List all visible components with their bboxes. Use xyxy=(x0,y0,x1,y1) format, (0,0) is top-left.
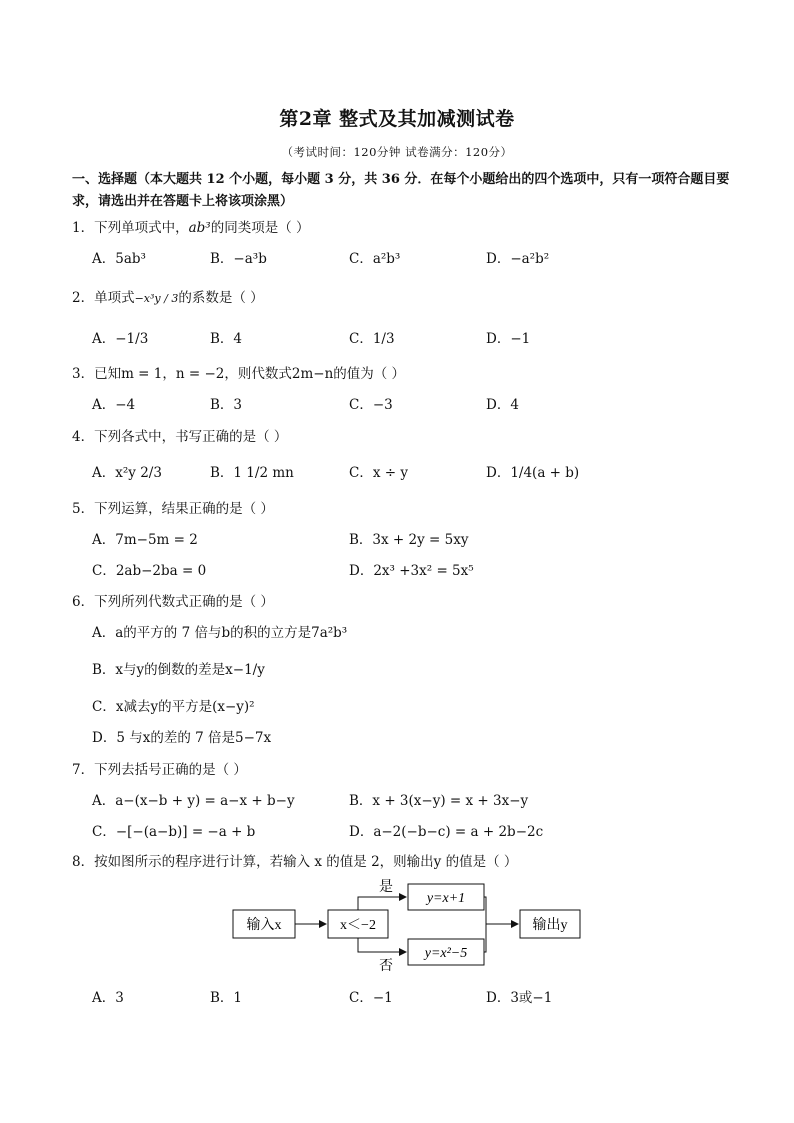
option-6a[interactable]: A．a的平方的 7 倍与b的积的立方是7a²b³ xyxy=(92,625,348,641)
option-4c[interactable]: C．x ÷ y xyxy=(349,465,408,481)
option-5c[interactable]: C．2ab−2ba = 0 xyxy=(92,563,207,579)
option-3c[interactable]: C．−3 xyxy=(349,397,393,413)
option-7d[interactable]: D．a−2(−b−c) = a + 2b−2c xyxy=(349,824,544,840)
question-stem-end: 的系数是（ ） xyxy=(178,290,264,306)
option-7a[interactable]: A．a−(x−b + y) = a−x + b−y xyxy=(92,793,295,809)
option-2c[interactable]: C．1/3 xyxy=(349,331,395,347)
question-number: 2． xyxy=(72,290,95,306)
question-stem: 下列各式中，书写正确的是（ ） xyxy=(94,429,288,445)
question-8 xyxy=(72,850,517,870)
option-8a[interactable]: A．3 xyxy=(92,990,124,1006)
flow-input-label: 输入x xyxy=(246,918,282,933)
section-bold: 四个选项中 xyxy=(534,172,600,187)
question-stem: 下列运算，结果正确的是（ ） xyxy=(94,501,274,517)
flow-yes-arrow xyxy=(358,897,406,910)
question-5 xyxy=(72,497,274,517)
question-number: 4． xyxy=(72,429,95,445)
question-1 xyxy=(72,216,310,236)
question-2 xyxy=(72,286,264,306)
flow-no-arrow xyxy=(358,938,406,952)
exam-subtitle: （考试时间：120分钟 试卷满分：120分） xyxy=(281,145,513,159)
question-number: 3． xyxy=(72,366,95,382)
section-instructions xyxy=(72,169,732,213)
flow-output-label: 输出y xyxy=(532,918,568,933)
option-3d[interactable]: D．4 xyxy=(486,397,519,413)
option-7b[interactable]: B．x + 3(x−y) = x + 3x−y xyxy=(349,793,529,809)
question-number: 1． xyxy=(72,220,95,236)
option-8d[interactable]: D．3或−1 xyxy=(486,990,553,1006)
flow-no-label: 否 xyxy=(379,959,393,974)
option-4b[interactable]: B．1 1/2 mn xyxy=(210,465,294,481)
option-6c[interactable]: C．x减去y的平方是(x−y)² xyxy=(92,699,255,715)
option-5b[interactable]: B．3x + 2y = 5xy xyxy=(349,532,469,548)
question-stem: 下列去括号正确的是（ ） xyxy=(94,762,247,778)
question-3 xyxy=(72,362,405,382)
option-2a[interactable]: A．−1/3 xyxy=(92,331,149,347)
question-expr: −x³y / 3 xyxy=(134,292,179,305)
question-number: 8． xyxy=(72,854,95,870)
option-4d[interactable]: D．1/4(a + b) xyxy=(486,465,580,481)
flow-condition-label: x＜−2 xyxy=(340,918,376,933)
question-7 xyxy=(72,758,247,778)
question-number: 7． xyxy=(72,762,95,778)
flow-no-formula: y=x²−5 xyxy=(424,946,468,961)
option-3a[interactable]: A．−4 xyxy=(92,397,136,413)
option-1b[interactable]: B．−a³b xyxy=(210,251,267,267)
question-stem: 单项式 xyxy=(94,290,135,306)
page-title: 第2章 整式及其加减测试卷 xyxy=(279,108,515,130)
option-2d[interactable]: D．−1 xyxy=(486,331,531,347)
question-number: 6． xyxy=(72,594,95,610)
option-7c[interactable]: C．−[−(a−b)] = −a + b xyxy=(92,824,256,840)
question-stem: 已知m = 1，n = −2，则代数式2m−n的值为（ ） xyxy=(94,366,406,382)
section-text2: ，只有一项符合题目要求，请选出并在答题卡上将该项涂黑） xyxy=(72,172,730,209)
option-5a[interactable]: A．7m−5m = 2 xyxy=(92,532,198,548)
option-8b[interactable]: B．1 xyxy=(210,990,243,1006)
option-1a[interactable]: A．5ab³ xyxy=(92,251,146,267)
flow-yes-formula: y=x+1 xyxy=(426,891,466,906)
question-4 xyxy=(72,425,287,445)
option-3b[interactable]: B．3 xyxy=(210,397,243,413)
question-stem-end: 的同类项是（ ） xyxy=(210,220,310,236)
question-stem: 下列单项式中， xyxy=(94,220,189,236)
question-expr: ab³ xyxy=(188,220,211,236)
option-2b[interactable]: B．4 xyxy=(210,331,243,347)
flow-yes-label: 是 xyxy=(379,880,393,895)
section-lead: 一、选择题 xyxy=(72,172,138,187)
question-6 xyxy=(72,590,274,610)
question-number: 5． xyxy=(72,501,95,517)
option-6d[interactable]: D．5 与x的差的 7 倍是5−7x xyxy=(92,730,272,746)
section-text1: （本大题共 12 个小题，每小题 3 分，共 36 分．在每个小题给出的 xyxy=(137,172,535,187)
option-5d[interactable]: D．2x³ +3x² = 5x⁵ xyxy=(349,563,474,579)
question-stem: 按如图所示的程序进行计算，若输入 x 的值是 2，则输出y 的值是（ ） xyxy=(94,854,518,870)
option-8c[interactable]: C．−1 xyxy=(349,990,393,1006)
option-6b[interactable]: B．x与y的倒数的差是x−1/y xyxy=(92,662,265,678)
option-1c[interactable]: C．a²b³ xyxy=(349,251,401,267)
question-stem: 下列所列代数式正确的是（ ） xyxy=(94,594,274,610)
option-1d[interactable]: D．−a²b² xyxy=(486,251,550,267)
program-flowchart xyxy=(200,878,600,978)
option-4a[interactable]: A．x²y 2/3 xyxy=(92,465,162,481)
